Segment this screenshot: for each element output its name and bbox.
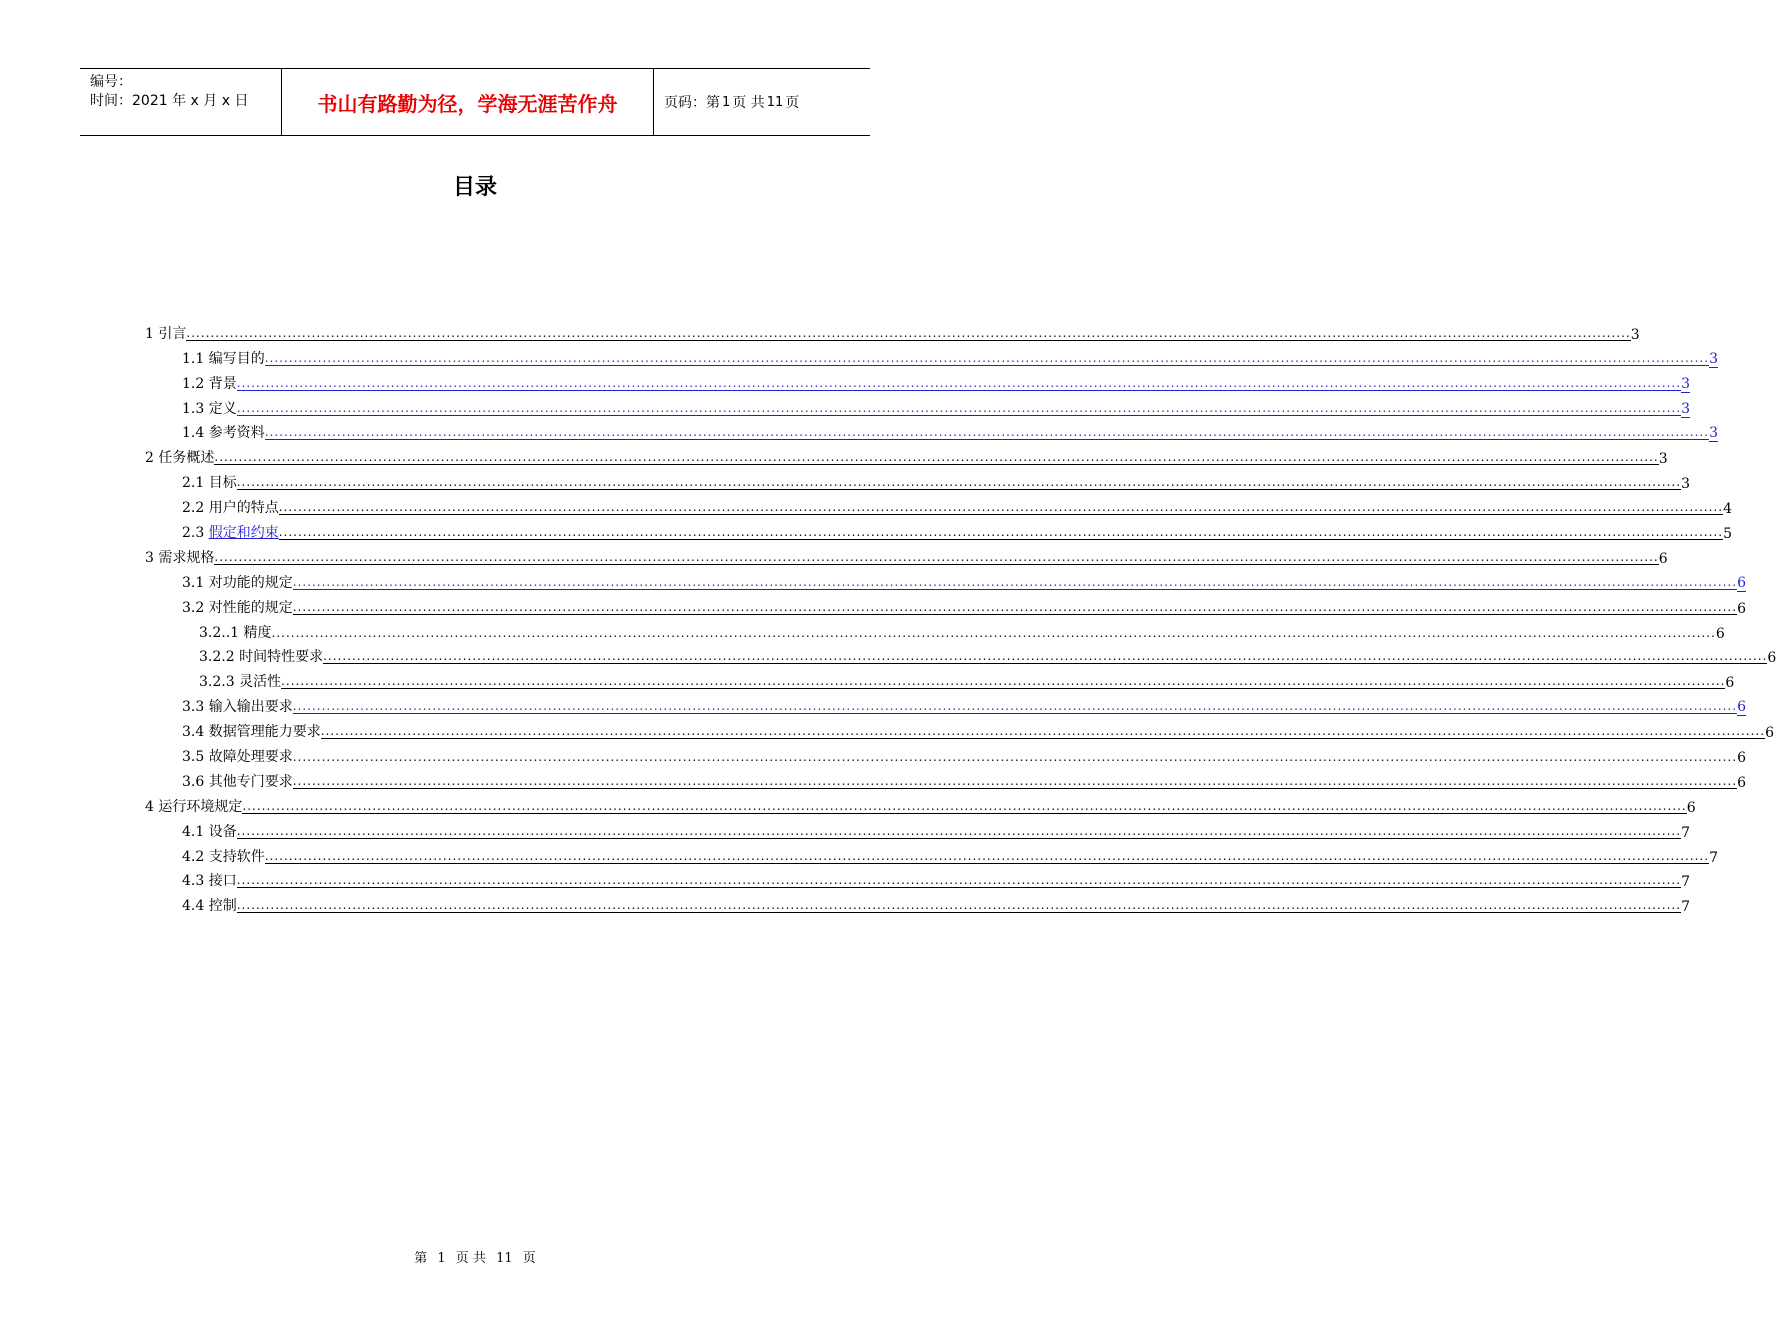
header-page-prefix: 页码：第 xyxy=(664,95,720,111)
toc-entry[interactable]: 4.1 设备 ............................................................................................................................................................................................................................................................................................................ 7 xyxy=(182,823,1690,841)
toc-leader: ............................................................................................................................................................................................................................................................................................................ xyxy=(214,549,1659,564)
toc-page-number: 3 xyxy=(1681,476,1690,493)
toc-entry[interactable]: 2.1 目标 ............................................................................................................................................................................................................................................................................................................ 3 xyxy=(182,475,1690,493)
toc-page-number: 6 xyxy=(1658,550,1668,567)
footer-suffix: 页 xyxy=(522,1251,536,1266)
toc-leader: ............................................................................................................................................................................................................................................................................................................ xyxy=(281,674,1726,689)
toc-page-number: 6 xyxy=(1737,774,1746,791)
toc-page-number: 3 xyxy=(1681,400,1690,417)
toc-leader: ............................................................................................................................................................................................................................................................................................................ xyxy=(292,699,1738,714)
toc-leader: ............................................................................................................................................................................................................................................................................................................ xyxy=(242,798,1687,813)
toc-page-number: 6 xyxy=(1767,650,1776,667)
toc-entry[interactable]: 1 引言 ............................................................................................................................................................................................................................................................................................................ 3 xyxy=(145,325,1640,343)
document-time-label: 时间：2021 年 x 月 x 日 xyxy=(90,93,249,109)
document-number-label: 编号： xyxy=(90,74,132,90)
toc-leader: ............................................................................................................................................................................................................................................................................................................ xyxy=(236,375,1682,390)
toc-leader: ............................................................................................................................................................................................................................................................................................................ xyxy=(214,450,1659,465)
toc-page-number: 6 xyxy=(1737,600,1746,617)
toc-leader: ............................................................................................................................................................................................................................................................................................................ xyxy=(236,873,1682,888)
toc-page-number: 3 xyxy=(1630,326,1640,343)
toc-entry[interactable]: 3.5 故障处理要求 ............................................................................................................................................................................................................................................................................................................ 6 xyxy=(182,749,1746,767)
toc-leader: ............................................................................................................................................................................................................................................................................................................ xyxy=(236,400,1682,415)
footer-prefix: 第 xyxy=(414,1251,428,1266)
toc-link-text[interactable]: 假定和约束 xyxy=(208,525,279,542)
toc-entry[interactable]: 2.3 假定和约束 ............................................................................................................................................................................................................................................................................................................ 5 xyxy=(182,525,1732,543)
toc-entry[interactable]: 2 任务概述 ............................................................................................................................................................................................................................................................................................................ 3 xyxy=(145,450,1668,468)
toc-leader: ............................................................................................................................................................................................................................................................................................................ xyxy=(292,599,1738,614)
toc-page-number: 3 xyxy=(1681,375,1690,392)
toc-entry[interactable]: 3.2..1 精度 ............................................................................................................................................................................................................................................................................................................ 6 xyxy=(199,624,1725,642)
toc-entry[interactable]: 3.2.2 时间特性要求 ............................................................................................................................................................................................................................................................................................................ 6 xyxy=(199,649,1776,667)
table-of-contents xyxy=(145,318,1776,916)
toc-page-number: 7 xyxy=(1681,824,1690,841)
toc-entry[interactable]: 4.3 接口 ............................................................................................................................................................................................................................................................................................................ 7 xyxy=(182,873,1690,891)
toc-entry[interactable]: 3.2.3 灵活性 ............................................................................................................................................................................................................................................................................................................ 6 xyxy=(199,674,1735,692)
toc-entry[interactable]: 1.3 定义 ............................................................................................................................................................................................................................................................................................................ 3 xyxy=(182,400,1690,417)
toc-page-number: 3 xyxy=(1709,350,1718,367)
toc-leader: ............................................................................................................................................................................................................................................................................................................ xyxy=(264,350,1710,365)
toc-entry[interactable]: 1.4 参考资料 ............................................................................................................................................................................................................................................................................................................ 3 xyxy=(182,425,1718,442)
toc-page-number: 6 xyxy=(1686,799,1696,816)
toc-entry[interactable]: 3.1 对功能的规定 ............................................................................................................................................................................................................................................................................................................ 6 xyxy=(182,574,1746,591)
toc-page-number: 3 xyxy=(1709,425,1718,442)
header-meta xyxy=(80,69,282,135)
toc-leader: ............................................................................................................................................................................................................................................................................................................ xyxy=(323,649,1768,664)
toc-page-number: 6 xyxy=(1765,725,1774,742)
page-header xyxy=(80,68,870,136)
footer-page-current: 1 xyxy=(437,1251,446,1266)
header-page-info xyxy=(654,69,870,135)
toc-leader: ............................................................................................................................................................................................................................................................................................................ xyxy=(236,475,1682,490)
header-page-total: 11 xyxy=(766,94,784,110)
toc-leader: ............................................................................................................................................................................................................................................................................................................ xyxy=(186,325,1631,340)
toc-leader: ............................................................................................................................................................................................................................................................................................................ xyxy=(292,574,1738,589)
toc-leader: ............................................................................................................................................................................................................................................................................................................ xyxy=(320,724,1766,739)
header-page-current: 1 xyxy=(722,94,731,110)
toc-leader: ............................................................................................................................................................................................................................................................................................................ xyxy=(278,500,1724,515)
toc-leader: ............................................................................................................................................................................................................................................................................................................ xyxy=(236,823,1682,838)
toc-entry[interactable]: 3.2 对性能的规定 ............................................................................................................................................................................................................................................................................................................ 6 xyxy=(182,599,1746,617)
toc-entry[interactable]: 3.4 数据管理能力要求 ............................................................................................................................................................................................................................................................................................................ 6 xyxy=(182,724,1774,742)
header-motto: 书山有路勤为径，学海无涯苦作舟 xyxy=(282,69,654,135)
page-footer xyxy=(0,1247,950,1266)
footer-page-total: 11 xyxy=(496,1251,513,1266)
toc-page-number: 6 xyxy=(1737,574,1746,591)
toc-leader: ............................................................................................................................................................................................................................................................................................................ xyxy=(292,773,1738,788)
toc-leader: ............................................................................................................................................................................................................................................................................................................ xyxy=(278,525,1724,540)
toc-entry[interactable]: 2.2 用户的特点 ............................................................................................................................................................................................................................................................................................................ 4 xyxy=(182,500,1732,518)
toc-entry[interactable]: 4.2 支持软件 ............................................................................................................................................................................................................................................................................................................ 7 xyxy=(182,848,1718,866)
toc-leader: ............................................................................................................................................................................................................................................................................................................ xyxy=(264,848,1710,863)
toc-page-number: 3 xyxy=(1658,451,1668,468)
header-page-mid: 页 共 xyxy=(732,95,765,111)
toc-page-number: 5 xyxy=(1723,526,1732,543)
toc-entry[interactable]: 3.6 其他专门要求 ............................................................................................................................................................................................................................................................................................................ 6 xyxy=(182,773,1746,791)
toc-entry[interactable]: 1.2 背景 ............................................................................................................................................................................................................................................................................................................ 3 xyxy=(182,375,1690,392)
toc-entry[interactable]: 3.3 输入输出要求 ............................................................................................................................................................................................................................................................................................................ 6 xyxy=(182,699,1746,716)
toc-entry[interactable]: 4.4 控制 ............................................................................................................................................................................................................................................................................................................ 7 xyxy=(182,898,1690,916)
toc-entry[interactable]: 1.1 编写目的 ............................................................................................................................................................................................................................................................................................................ 3 xyxy=(182,350,1718,367)
toc-leader: ............................................................................................................................................................................................................................................................................................................ xyxy=(271,625,1716,640)
footer-mid: 页 共 xyxy=(455,1251,486,1266)
toc-page-number: 6 xyxy=(1737,699,1746,716)
toc-page-number: 7 xyxy=(1681,899,1690,916)
toc-leader: ............................................................................................................................................................................................................................................................................................................ xyxy=(236,898,1682,913)
toc-page-number: 6 xyxy=(1725,675,1735,692)
toc-entry[interactable]: 3 需求规格 ............................................................................................................................................................................................................................................................................................................ 6 xyxy=(145,549,1668,567)
page-title: 目录 xyxy=(452,175,497,200)
toc-page-number: 4 xyxy=(1723,501,1732,518)
toc-leader: ............................................................................................................................................................................................................................................................................................................ xyxy=(264,425,1710,440)
toc-page-number: 6 xyxy=(1715,625,1725,642)
toc-page-number: 7 xyxy=(1681,874,1690,891)
toc-page-number: 7 xyxy=(1709,849,1718,866)
toc-page-number: 6 xyxy=(1737,750,1746,767)
toc-entry[interactable]: 4 运行环境规定 ............................................................................................................................................................................................................................................................................................................ 6 xyxy=(145,798,1696,816)
toc-leader: ............................................................................................................................................................................................................................................................................................................ xyxy=(292,750,1738,765)
header-page-suffix: 页 xyxy=(785,95,800,111)
